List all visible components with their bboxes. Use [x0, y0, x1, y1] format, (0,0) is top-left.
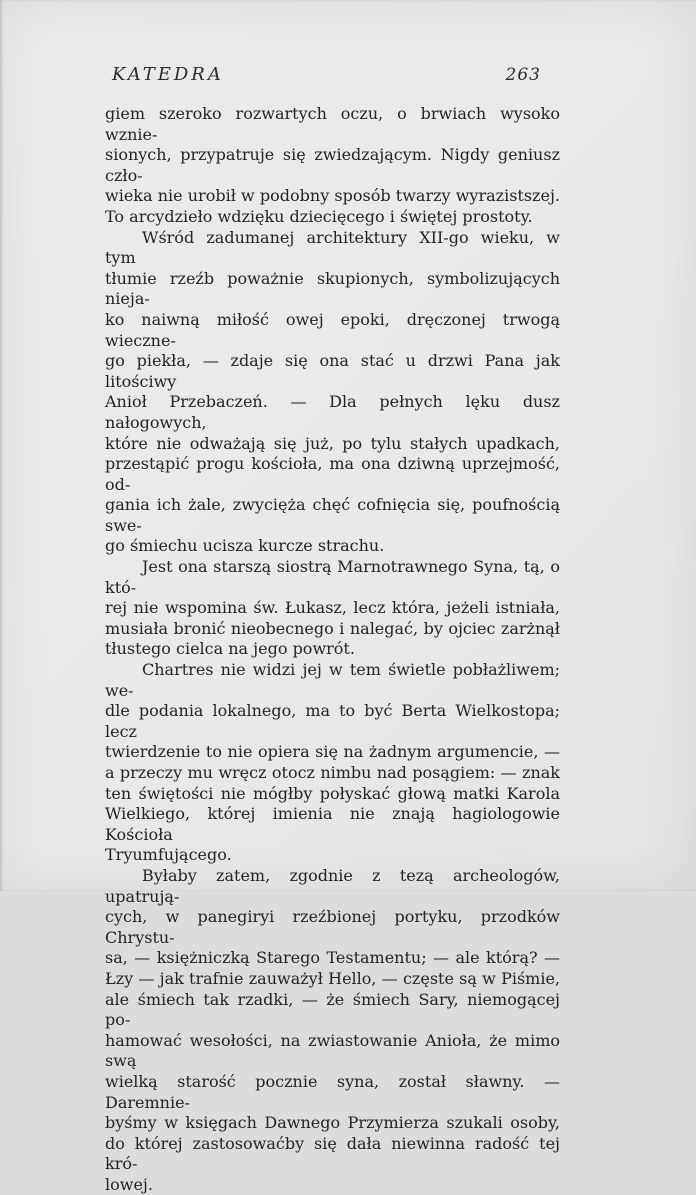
text-line: które nie odważają się już, po tylu stałych upadkach, [105, 433, 560, 453]
text-line: gania ich żale, zwycięża chęć cofnięcia się, poufnością swe- [105, 495, 560, 535]
text-line: wieka nie urobił w podobny sposób twarzy wyrazistszej. [105, 186, 560, 206]
text-line: rej nie wspomina św. Łukasz, lecz która, jeżeli istniała, [105, 598, 560, 618]
text-line: twierdzenie to nie opiera się na żadnym argumencie, — [105, 742, 560, 762]
text-line: cych, w panegiryi rzeźbionej portyku, przodków Chrystu- [105, 907, 560, 947]
text-line: dle podania lokalnego, ma to być Berta Wielkostopa; lecz [105, 701, 560, 741]
text-line: Wielkiego, której imienia nie znają hagiologowie Kościoła [105, 804, 560, 844]
text-line: giem szeroko rozwartych oczu, o brwiach wysoko wznie- [105, 104, 560, 144]
paragraph [105, 660, 560, 866]
paragraph [105, 557, 560, 660]
text-line: sa, — księżniczką Starego Testamentu; — ale którą? — [105, 948, 560, 968]
text-line: Byłaby zatem, zgodnie z tezą archeologów, upatrują- [105, 865, 560, 906]
text-line: Jest ona starszą siostrą Marnotrawnego Syna, tą, o któ- [105, 557, 560, 597]
text-line: ale śmiech tak rzadki, — że śmiech Sary, niemogącej po- [105, 989, 560, 1030]
text-block [105, 104, 560, 1195]
text-line: Anioł Przebaczeń. — Dla pełnych lęku dusz nałogowych, [105, 392, 560, 432]
text-line: hamować wesołości, na zwiastowanie Anioła, że mimo swą [105, 1030, 560, 1071]
text-line: tłumie rzeźb poważnie skupionych, symbolizujących nieja- [105, 268, 560, 309]
paragraph [105, 866, 560, 1195]
text-line: ten świętości nie mógłby połyskać głową matki Karola [105, 783, 560, 803]
text-line: sionych, przypatruje się zwiedzającym. Nigdy geniusz czło- [105, 145, 560, 185]
text-line: ko naiwną miłość owej epoki, dręczonej trwogą wieczne- [105, 309, 560, 350]
text-line: przestąpić progu kościoła, ma ona dziwną uprzejmość, od- [105, 454, 560, 494]
page-header [105, 64, 560, 88]
text-line: tłustego cielca na jego powrót. [105, 639, 355, 659]
paragraph [105, 104, 560, 228]
text-line: Łzy — jak trafnie zauważył Hello, — częste są w Piśmie, [105, 968, 560, 988]
text-line: musiała bronić nieobecnego i nalegać, by ojciec zarżnął [105, 618, 560, 638]
text-line: Chartres nie widzi jej w tem świetle pobłażliwem; we- [105, 660, 560, 700]
text-line: a przeczy mu wręcz otocz nimbu nad posągiem: — znak [105, 763, 560, 782]
text-line: byśmy w księgach Dawnego Przymierza szukali osoby, [105, 1113, 560, 1133]
text-line: wielką starość pocznie syna, został sławny. — Daremnie- [105, 1071, 560, 1112]
text-line: Tryumfującego. [105, 845, 232, 865]
running-title: KATEDRA [112, 64, 224, 85]
text-line: go śmiechu ucisza kurcze strachu. [105, 536, 385, 556]
text-line: lowej. [105, 1174, 153, 1194]
paragraph [105, 228, 560, 558]
text-line: Wśród zadumanej architektury XII-go wieku, w tym [105, 227, 560, 268]
page-number: 263 [505, 65, 541, 85]
text-line: To arcydzieło wdzięku dziecięcego i świętej prostoty. [105, 206, 533, 226]
text-line: go piekła, — zdaje się ona stać u drzwi Pana jak litościwy [105, 351, 560, 391]
text-line: do której zastosowaćby się dała niewinna radość tej kró- [105, 1133, 560, 1174]
